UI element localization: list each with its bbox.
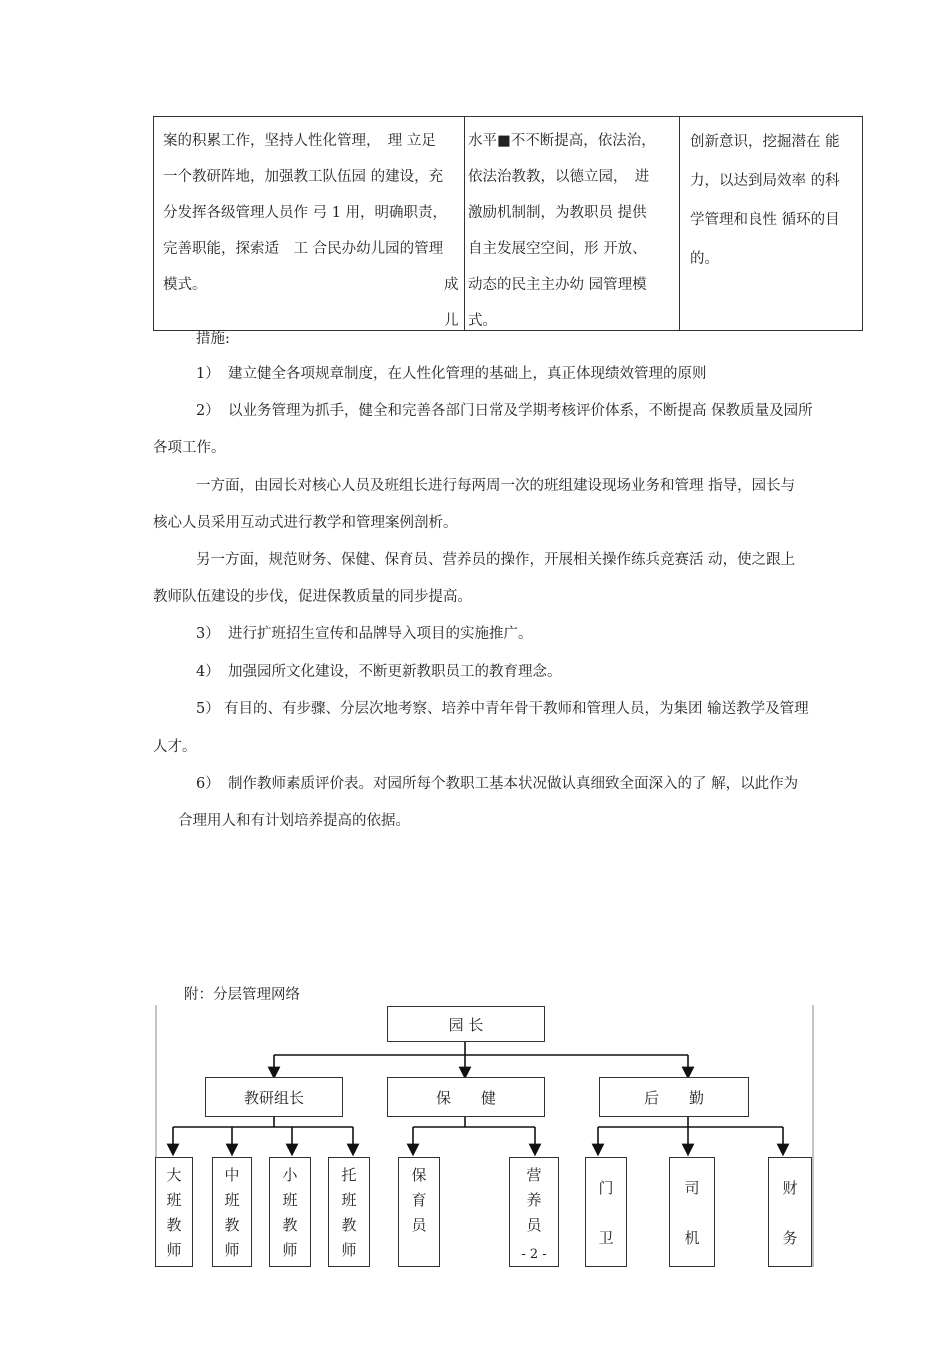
table-cell-3: [690, 123, 840, 279]
paragraph-line: 以业务管理为抓手，健全和完善各部门日常及学期考核评价体系，不断提高 保教质量及园所: [228, 403, 813, 419]
org-leaf-middle-class-teacher: [212, 1157, 252, 1267]
measures-label: 措施:: [196, 331, 230, 347]
paragraph-line: 核心人员采用互动式进行教学和管理案例剖析。: [153, 515, 458, 531]
org-leaf-char: 营: [526, 1166, 542, 1184]
table-cell-line: 水平■不不断提高，依法治，: [468, 133, 656, 149]
item-number: 1）: [196, 366, 220, 382]
table-cell-2: [468, 123, 656, 339]
org-leaf-char: 保: [411, 1166, 427, 1184]
item-number: 6）: [196, 776, 220, 792]
content-table: [153, 116, 863, 331]
paragraph-line: 制作教师素质评价表。对园所每个教职工基本状况做认真细致全面深入的了 解，以此作为: [228, 776, 799, 792]
paragraph-line: 进行扩班招生宣传和品牌导入项目的实施推广。: [228, 626, 533, 642]
org-leaf-char: 教: [224, 1216, 240, 1234]
table-cell-line: 动态的民主主办幼 园管理模: [468, 277, 647, 293]
org-leaf-char: 员: [526, 1216, 542, 1234]
item-number: 2）: [196, 403, 220, 419]
org-leaf-nutritionist: [509, 1157, 559, 1267]
org-leaf-gatekeeper: [585, 1157, 627, 1267]
org-leaf-char: 中: [224, 1166, 240, 1184]
org-leaf-char: 养: [526, 1191, 542, 1209]
table-cell-line: 完善职能，探索适 工 合民办幼儿园的管理: [163, 241, 444, 257]
table-cell-line: 激励机制制，为教职员 提供: [468, 205, 647, 221]
table-cell-line: 力，以达到局效率 的科: [690, 173, 840, 189]
org-leaf-char: 财: [782, 1179, 798, 1197]
org-leaf-finance: [768, 1157, 812, 1267]
paragraph-line: 人才。: [153, 739, 197, 755]
org-leaf-char: 机: [684, 1229, 700, 1247]
paragraph-line: 一方面，由园长对核心人员及班组长进行每两周一次的班组建设现场业务和管理 指导，园长与: [196, 478, 796, 494]
table-cell-line: 学管理和良性 循环的目: [690, 212, 840, 228]
org-node-label: 后 勤: [643, 1088, 704, 1107]
org-leaf-char: 师: [282, 1241, 298, 1259]
table-cell-line: 的。: [690, 251, 719, 267]
paragraph-line: 另一方面，规范财务、保健、保育员、营养员的操作，开展相关操作练兵竞赛活 动，使之跟上: [196, 552, 796, 568]
table-cell-line: 成: [444, 277, 459, 293]
org-leaf-nursery-class-teacher: [328, 1157, 370, 1267]
org-leaf-char: 教: [282, 1216, 298, 1234]
org-leaf-char: 班: [341, 1191, 357, 1209]
paragraph-line: 各项工作。: [153, 440, 226, 456]
org-chart-connectors: [155, 1005, 815, 1267]
table-cell-line: 模式。: [163, 277, 207, 293]
org-leaf-childcare-worker: [398, 1157, 440, 1267]
org-leaf-char: 师: [224, 1241, 240, 1259]
org-leaf-senior-class-teacher: [155, 1157, 193, 1267]
table-cell-line: 式。: [468, 313, 497, 329]
org-node-label: 保 健: [435, 1088, 496, 1107]
org-leaf-char: 卫: [598, 1229, 614, 1247]
org-node-logistics: [599, 1077, 749, 1117]
org-leaf-char: 员: [411, 1216, 427, 1234]
item-number: 4）: [196, 664, 220, 680]
org-node-label: 园 长: [448, 1015, 484, 1034]
org-leaf-char: 师: [166, 1241, 182, 1259]
org-leaf-char: 教: [341, 1216, 357, 1234]
org-leaf-char: 门: [598, 1179, 614, 1197]
org-leaf-char: 班: [224, 1191, 240, 1209]
table-cell-1-overflow: [444, 267, 459, 339]
paragraph-line: 建立健全各项规章制度，在人性化管理的基础上，真正体现绩效管理的原则: [228, 366, 707, 382]
item-number: 3）: [196, 626, 220, 642]
table-cell-1: [163, 123, 447, 303]
org-leaf-driver: [669, 1157, 715, 1267]
org-leaf-char: 务: [782, 1229, 798, 1247]
table-cell-line: 一个教研阵地，加强教工队伍园 的建设，充: [163, 169, 444, 185]
org-leaf-junior-class-teacher: [269, 1157, 311, 1267]
org-node-director: [387, 1006, 545, 1042]
org-leaf-char: 班: [282, 1191, 298, 1209]
org-node-label: 教研组长: [243, 1088, 304, 1107]
org-leaf-char: 司: [684, 1179, 700, 1197]
org-leaf-char: 大: [166, 1166, 182, 1184]
table-cell-line: 案的积累工作，坚持人性化管理， 理 立足: [163, 133, 436, 149]
table-cell-line: 分发挥各级管理人员作 弓 1 用，明确职责，: [163, 205, 448, 221]
item-number: 5）: [196, 701, 220, 717]
table-divider: [679, 117, 680, 330]
paragraph-line: 加强园所文化建设，不断更新教职员工的教育理念。: [228, 664, 562, 680]
org-leaf-char: 班: [166, 1191, 182, 1209]
org-leaf-char: 小: [282, 1166, 298, 1184]
paragraph-line: 合理用人和有计划培养提高的依据。: [178, 813, 410, 829]
appendix-title: 附：分层管理网络: [184, 987, 300, 1003]
org-node-health: [387, 1077, 545, 1117]
table-divider: [464, 117, 465, 330]
org-leaf-char: 师: [341, 1241, 357, 1259]
paragraph-line: 有目的、有步骤、分层次地考察、培养中青年骨干教师和管理人员，为集团 输送教学及管理: [224, 701, 809, 717]
org-leaf-char: 托: [341, 1166, 357, 1184]
page-number: - 2 -: [521, 1247, 547, 1262]
org-node-teaching-lead: [205, 1077, 343, 1117]
org-leaf-char: 育: [411, 1191, 427, 1209]
table-cell-line: 依法治教教，以德立园， 进: [468, 169, 650, 185]
paragraph-line: 教师队伍建设的步伐，促进保教质量的同步提高。: [153, 589, 472, 605]
org-chart: [155, 1005, 815, 1267]
table-cell-line: 自主发展空空间，形 开放、: [468, 241, 647, 257]
table-cell-line: 创新意识，挖掘潜在 能: [690, 134, 840, 150]
table-cell-line: 儿: [444, 313, 459, 329]
org-leaf-char: 教: [166, 1216, 182, 1234]
